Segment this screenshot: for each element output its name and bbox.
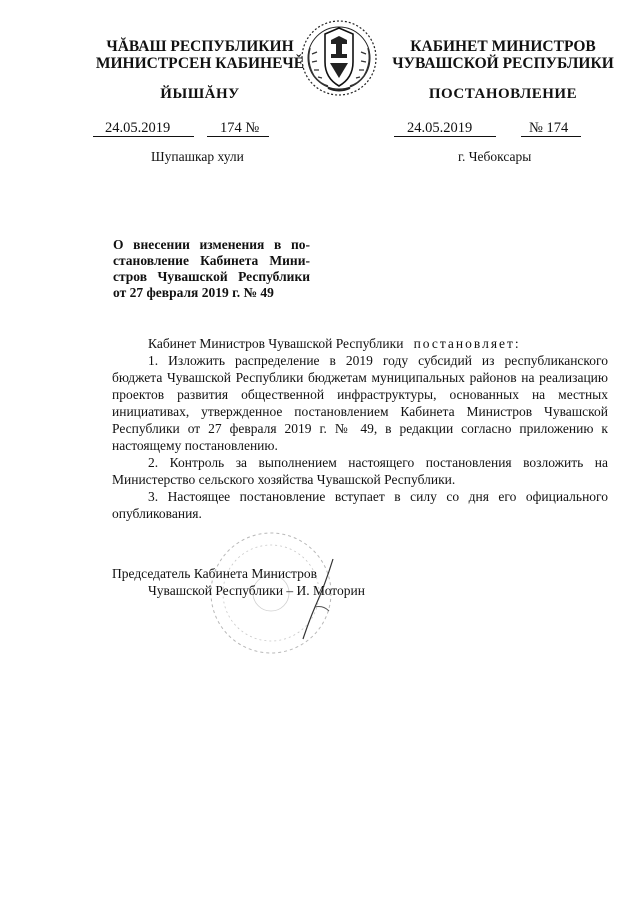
- header-left-line2: МИНИСТРСЕН КАБИНЕЧĚ: [95, 55, 305, 72]
- city-right: г. Чебоксары: [458, 149, 532, 164]
- document-title: [113, 237, 310, 301]
- item-3: 3. Настоящее постановление вступает в силу со дня его официального опубликования.: [112, 489, 608, 521]
- doc-type-right: ПОСТАНОВЛЕНИЕ: [428, 86, 578, 102]
- city-left: Шупашкар хули: [151, 149, 244, 164]
- number-left-underline: [207, 136, 269, 137]
- coat-of-arms-icon: [298, 18, 380, 98]
- title-line: от 27 февраля 2019 г. № 49: [113, 285, 274, 300]
- date-left: 24.05.2019: [105, 120, 171, 136]
- number-right: № 174: [529, 120, 569, 136]
- signature-name: И. Моторин: [296, 583, 365, 598]
- header-right-line2: ЧУВАШСКОЙ РЕСПУБЛИКИ: [392, 55, 614, 72]
- header-right: [388, 38, 618, 72]
- signature-position-line2: [148, 582, 365, 599]
- number-left: 174 №: [220, 120, 260, 136]
- title-line: стров Чувашской Республики: [113, 269, 310, 284]
- item-2: 2. Контроль за выполнением настоящего постановления возложить на Министерство сельского хозяйства Чувашской Республики.: [112, 455, 608, 487]
- date-right-underline: [394, 136, 496, 137]
- title-line: О внесении изменения в по-: [113, 237, 310, 252]
- number-right-underline: [521, 136, 581, 137]
- header-left: [95, 38, 305, 72]
- signature-dash: –: [286, 583, 294, 598]
- doc-type-left: ЙЫШĂНУ: [160, 86, 240, 102]
- signature-republic: Чувашской Республики: [148, 583, 284, 598]
- preamble-verb: постановляет:: [413, 336, 521, 351]
- document-body: [112, 335, 608, 522]
- date-right: 24.05.2019: [407, 120, 473, 136]
- preamble-text: Кабинет Министров Чувашской Республики: [148, 336, 404, 351]
- header-left-line1: ЧĂВАШ РЕСПУБЛИКИН: [106, 38, 294, 55]
- title-line: становление Кабинета Мини-: [113, 253, 310, 268]
- header-right-line1: КАБИНЕТ МИНИСТРОВ: [410, 38, 596, 55]
- preamble: [112, 335, 608, 352]
- item-1: 1. Изложить распределение в 2019 году субсидий из республиканского бюджета Чувашской Республики бюджетам муниципальных районов на реализацию проектов развития общественной инфраструктуры, основанных на местных инициативах, утвержденное постановлением Кабинета Министров Чувашской Республики от 27 февраля 2019 г. № 49, в редакции согласно приложению к настоящему постановлению.: [112, 353, 608, 453]
- date-left-underline: [93, 136, 194, 137]
- signature-position-line1: Председатель Кабинета Министров: [112, 566, 317, 581]
